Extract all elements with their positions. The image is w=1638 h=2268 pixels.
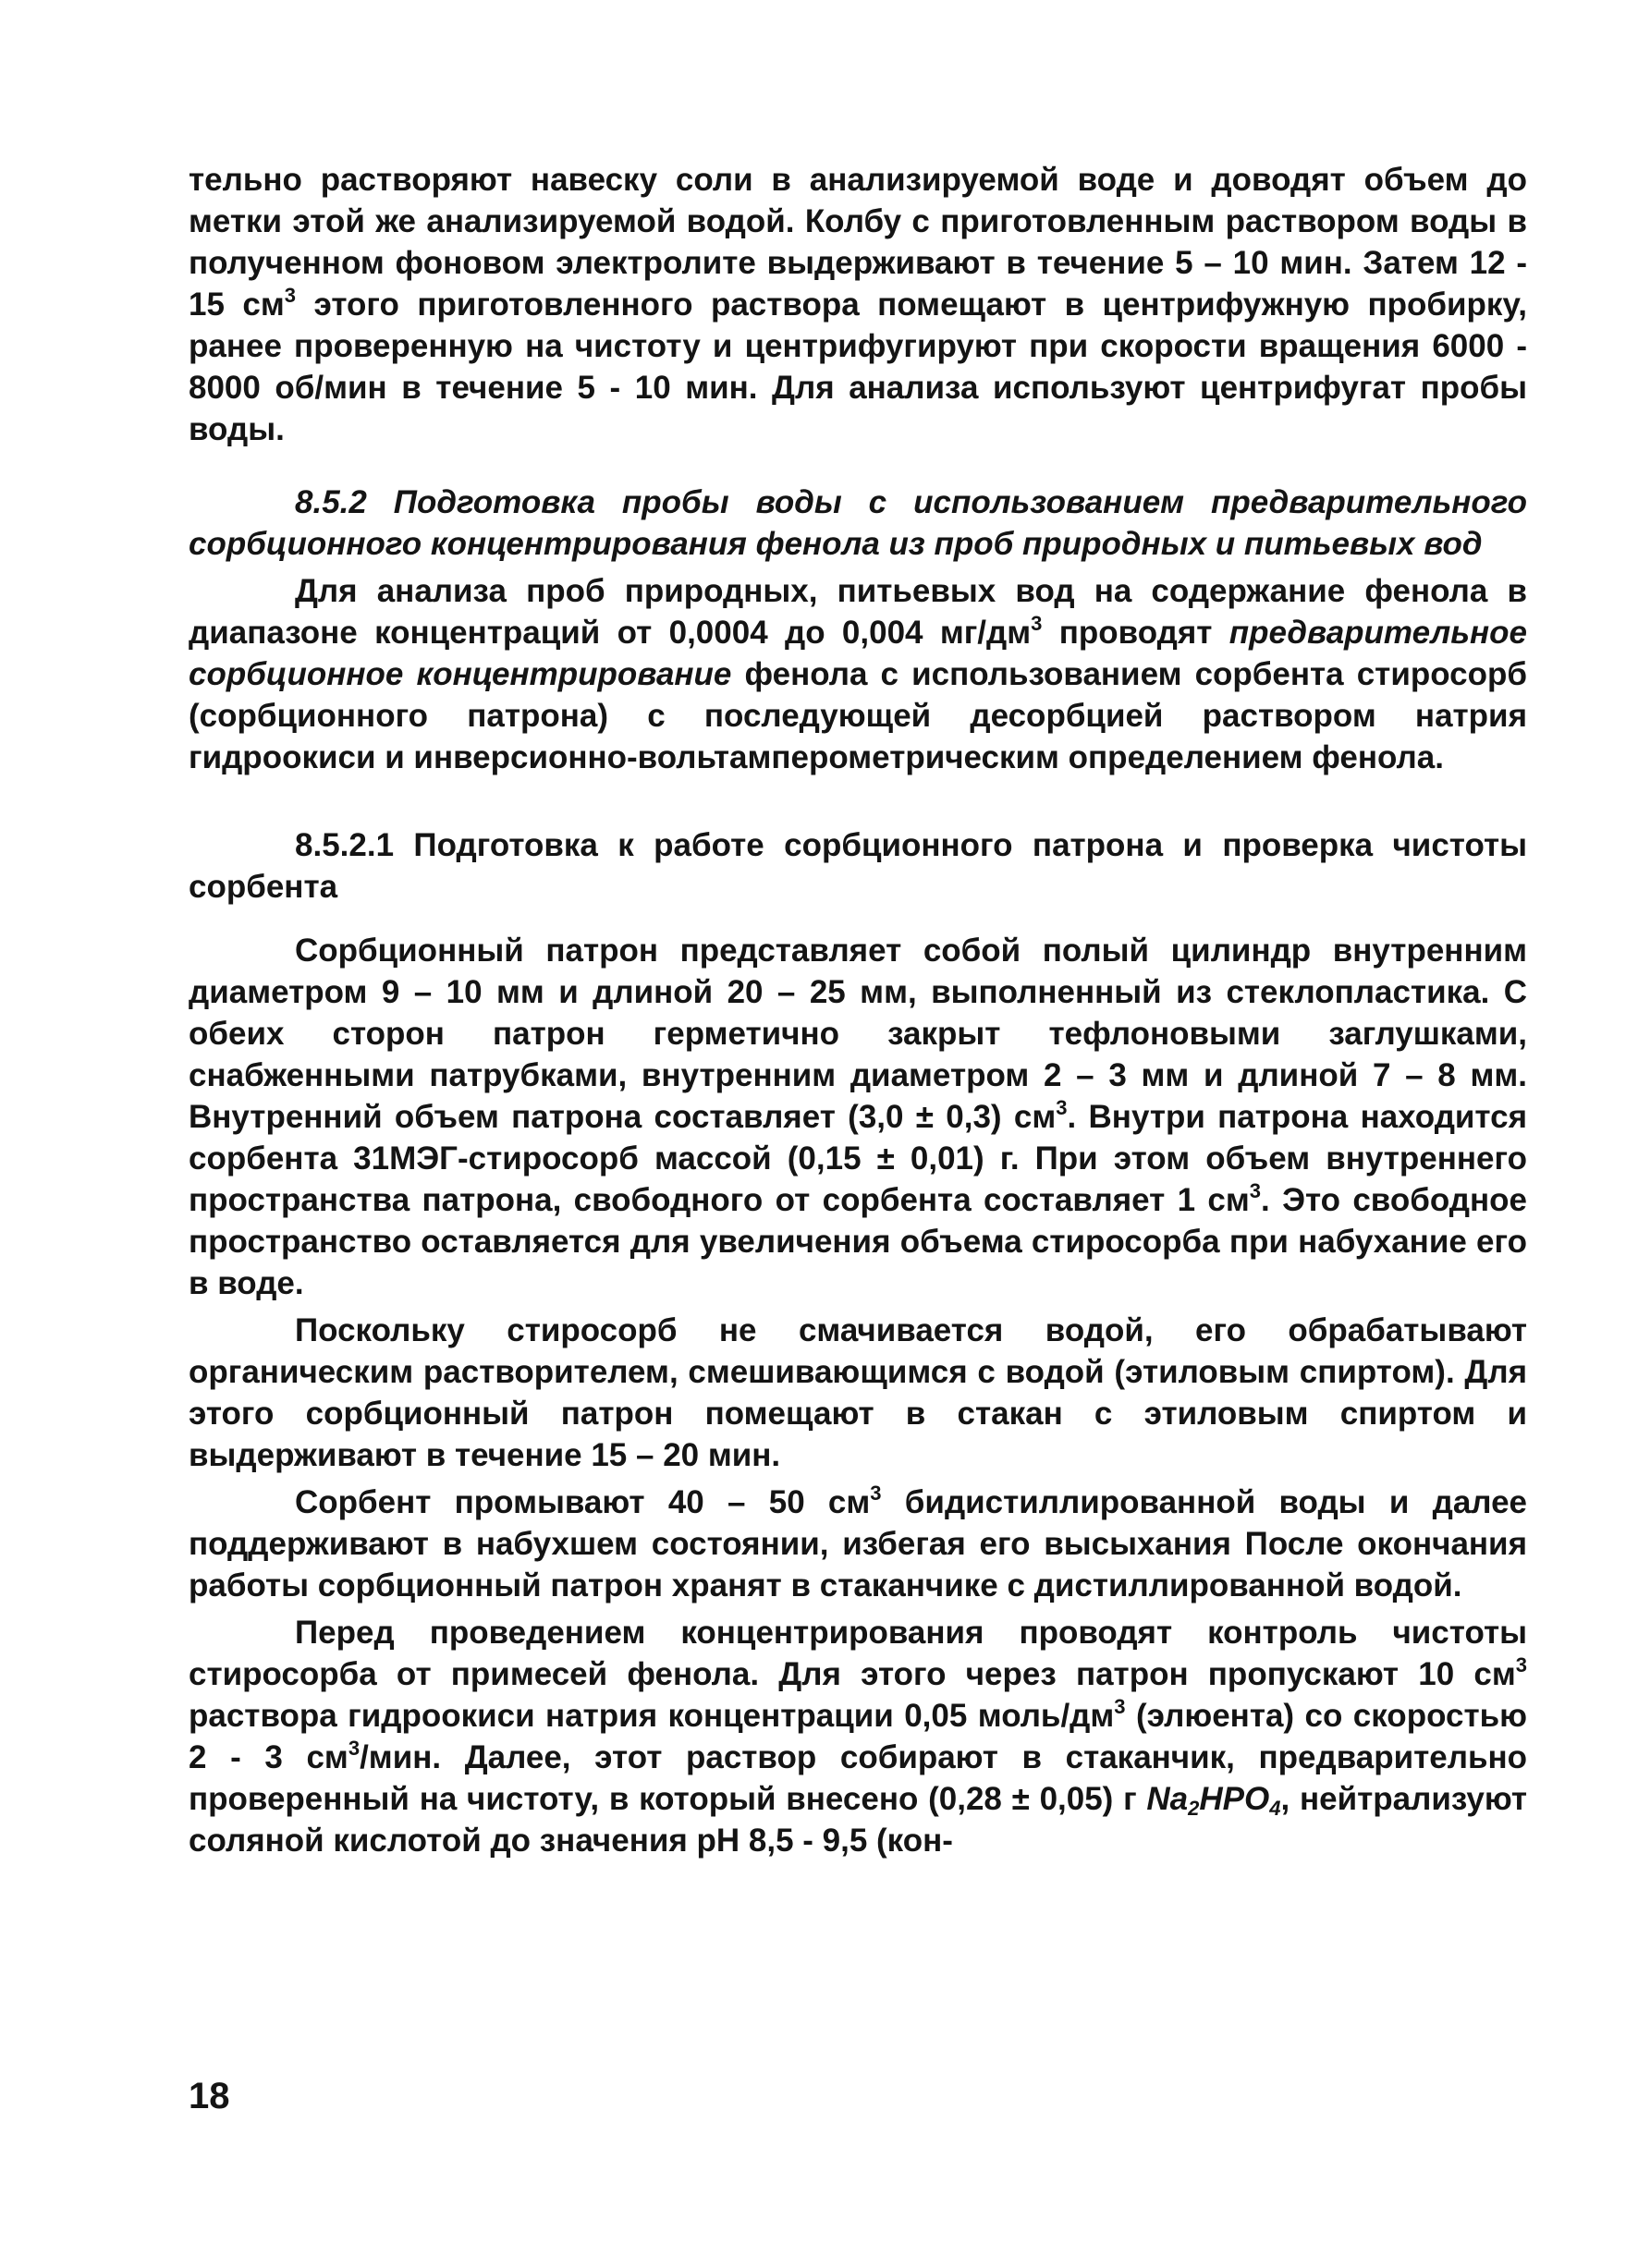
page-number: 18 bbox=[189, 2076, 230, 2116]
section-heading: 8.5.2 Подготовка пробы воды с использованием предварительного сорбционного концентрирования фенола из проб природных и питьевых вод bbox=[189, 484, 1527, 562]
paragraph-continuation: тельно растворяют навеску соли в анализируемой воде и доводят объем до метки этой же анализируемой водой. Колбу с приготовленным раствором воды в полученном фоновом электролите выдерживают в течение 5 – 10 мин. Затем 12 - 15 $см^3$ этого приготовленного раствора помещают в центрифужную пробирку, ранее проверенную на чистоту и центрифугируют при скорости вращения 6000 - 8000 об/мин в течение 5 - 10 мин. Для анализа используют центрифугат пробы воды. bbox=[189, 162, 1527, 447]
body-text bbox=[189, 159, 1527, 1861]
paragraph-cartridge: Сорбционный патрон представляет собой полый цилиндр внутренним диаметром 9 – 10 мм и длиной 20 – 25 мм, выполненный из стеклопластика. С обеих сторон патрон герметично закрыт тефлоновыми заглушками, снабженными патрубками, внутренним диаметром 2 – 3 мм и длиной 7 – 8 мм. Внутренний объем патрона составляет (3,0 ± 0,3) $см^3$. Внутри патрона находится сорбента 31МЭГ-стиросорб массой (0,15 ± 0,01) г. При этом объем внутреннего пространства патрона, свободного от сорбента составляет 1 $см^3$. Это свободное пространство оставляется для увеличения объема стиросорба при набухание его в воде. bbox=[189, 933, 1527, 1301]
paragraph-washing: Сорбент промывают 40 – 50 $см^3$ бидистиллированной воды и далее поддерживают в набухшем состоянии, избегая его высыхания После окончания работы сорбционный патрон хранят в стаканчике с дистиллированной водой. bbox=[189, 1482, 1527, 1603]
paragraph-purity-control: Перед проведением концентрирования проводят контроль чистоты стиросорба от примесей фенола. Для этого через патрон пропускают 10 $см^3$ раствора гидроокиси натрия концентрации 0,05 моль/$дм^3$ (элюента) со скоростью 2 - 3 $см^3$/мин. Далее, этот раствор собирают в стаканчик, предварительно проверенный на чистоту, в который внесено (0,28 ± 0,05) г $Na_2HPO_4$, нейтрализуют соляной кислотой до значения рН 8,5 - 9,5 (кон- bbox=[189, 1615, 1527, 1859]
paragraph-styrosorb: Поскольку стиросорб не смачивается водой, его обрабатывают органическим растворителем, смешивающимся с водой (этиловым спиртом). Для этого сорбционный патрон помещают в стакан с этиловым спиртом и выдерживают в течение 15 – 20 мин. bbox=[189, 1312, 1527, 1473]
emphasized-term: предварительное сорбционное концентрирование bbox=[189, 615, 1528, 692]
paragraph-analysis-range: Для анализа проб природных, питьевых вод на содержание фенола в диапазоне концентраций от 0,0004 до 0,004 $мг/дм^3$ проводят предварительное сорбционное концентрирование фенола с использованием сорбента стиросорб (сорбционного патрона) с последующей десорбцией раствором натрия гидроокиси и инверсионно-вольтамперометрическим определением фенола. bbox=[189, 573, 1528, 775]
subsection-heading: 8.5.2.1 Подготовка к работе сорбционного патрона и проверка чистоты сорбента bbox=[189, 827, 1527, 905]
chemical-formula: $Na_2HPO_4$ bbox=[1146, 1781, 1281, 1820]
